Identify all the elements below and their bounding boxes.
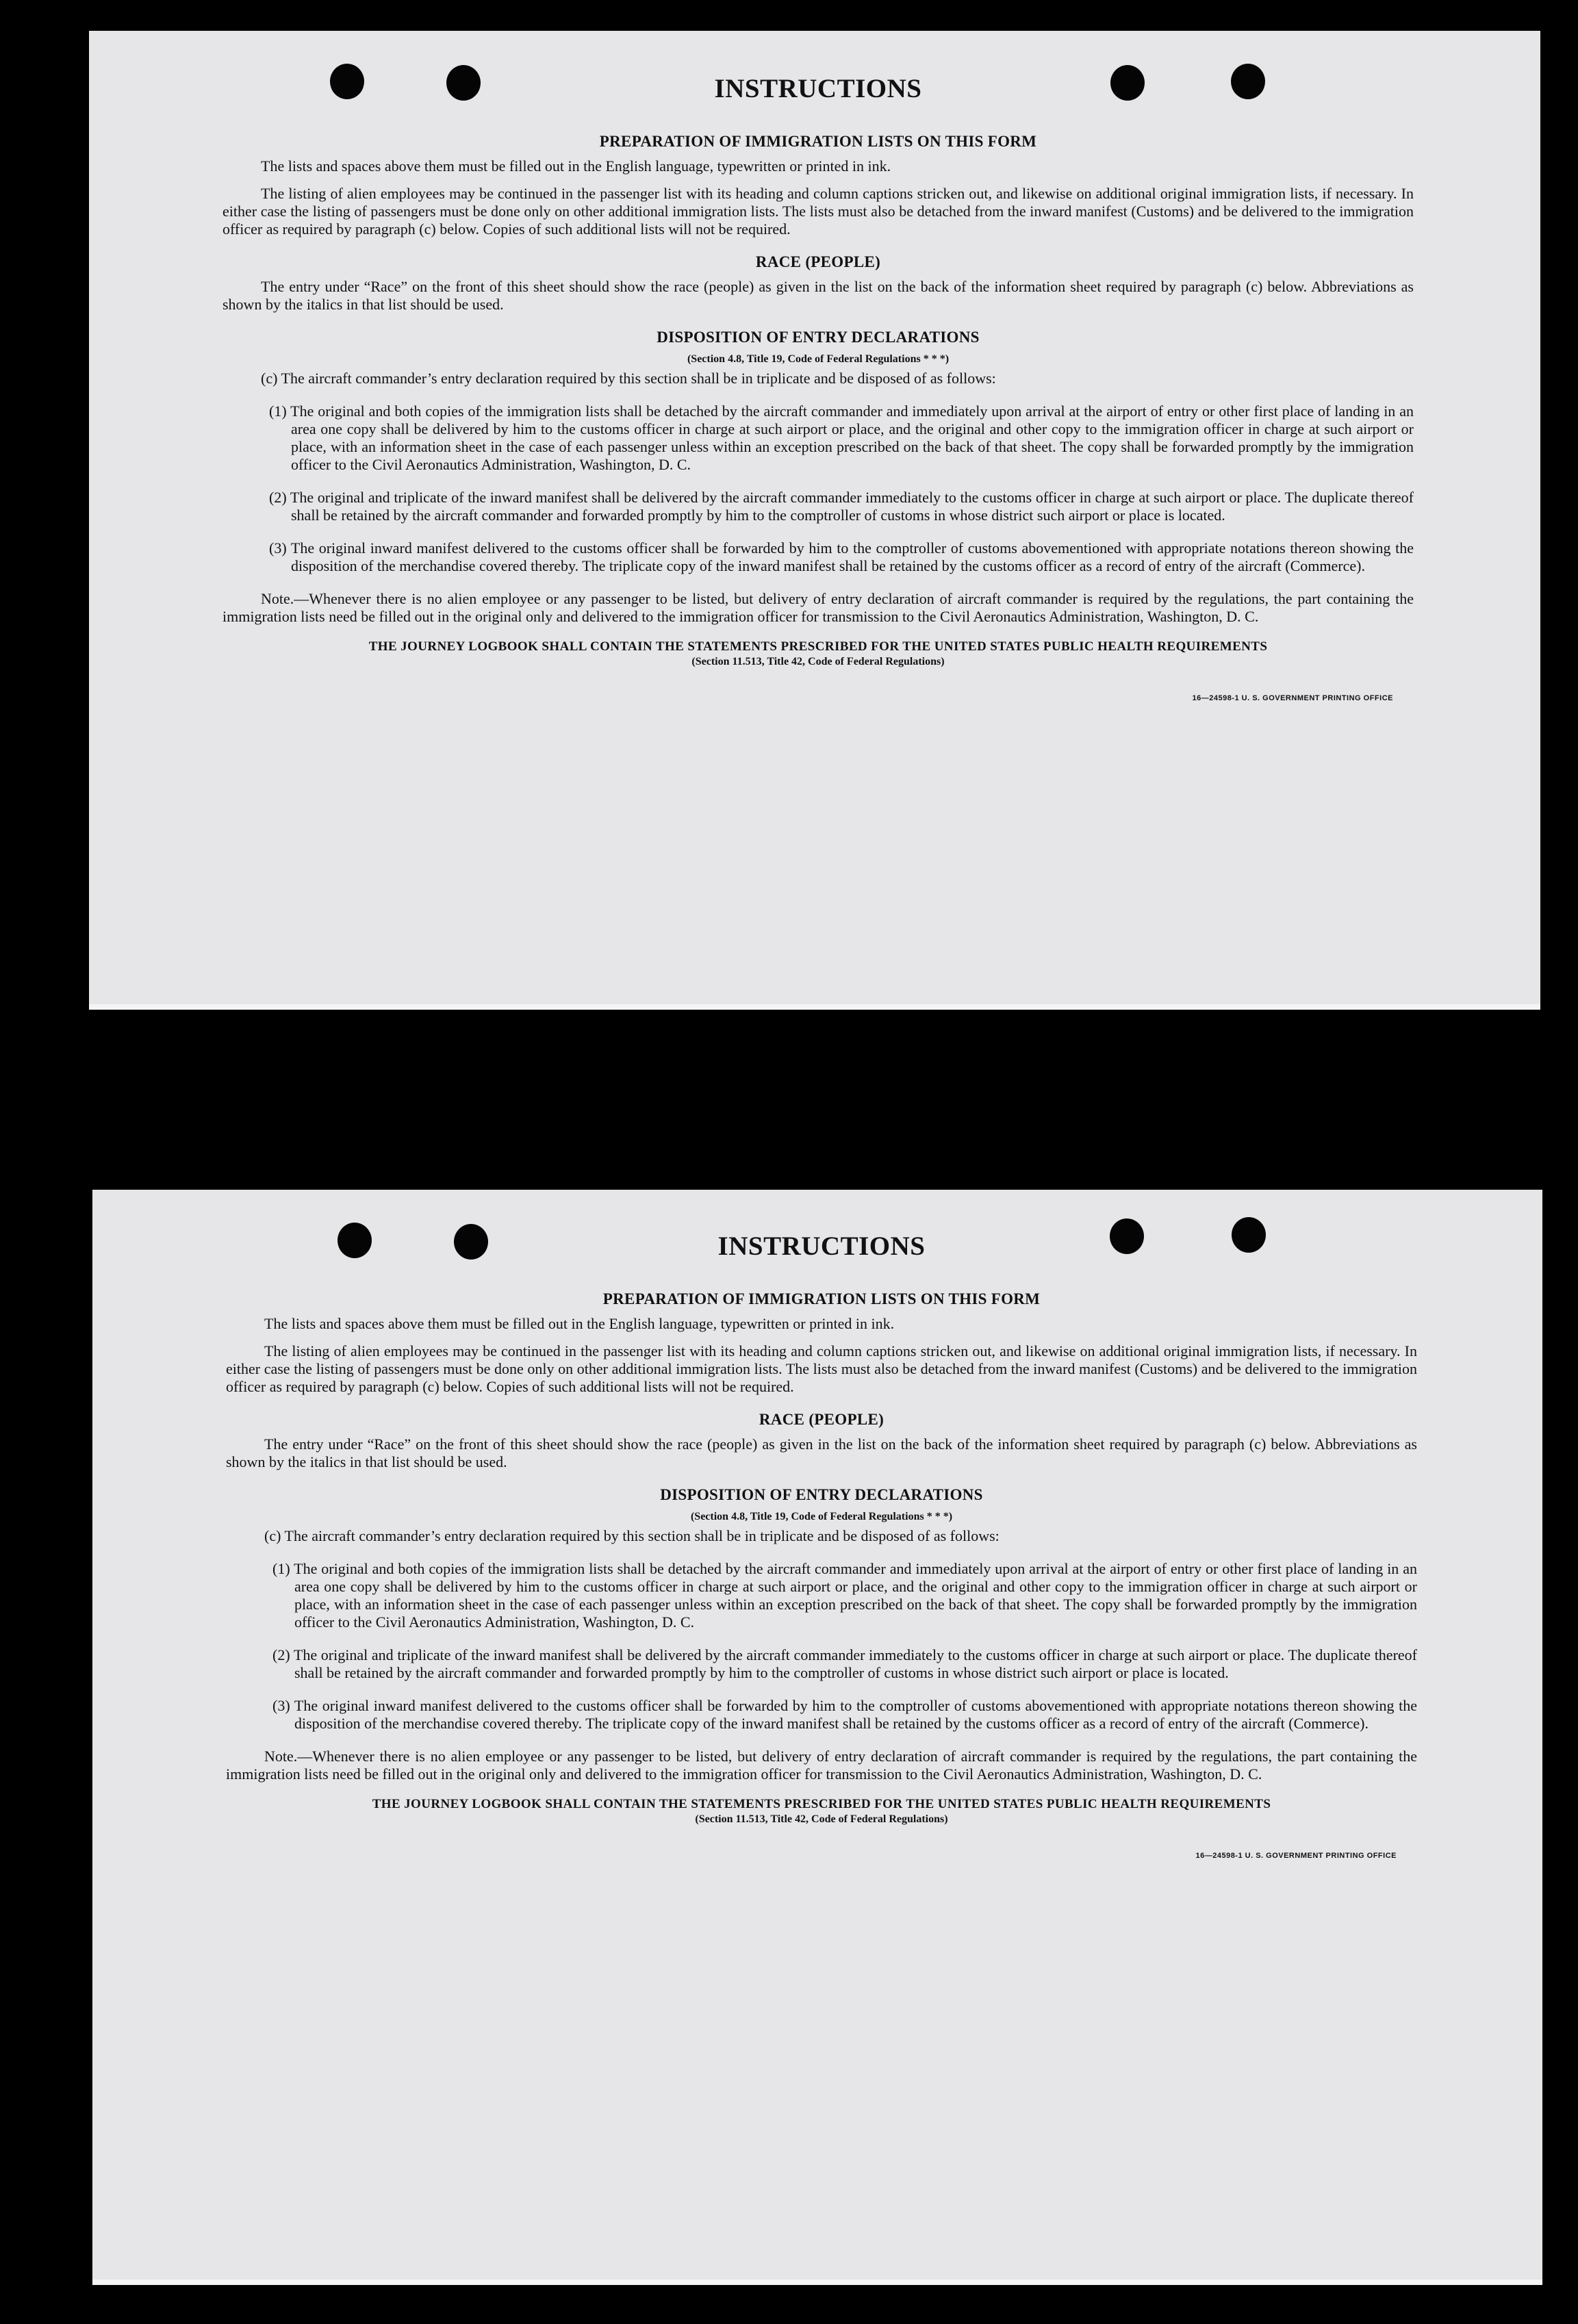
section-heading-race: RACE (PEOPLE) (755, 253, 881, 270)
document-sheet-1 (89, 31, 1540, 1010)
list-item-1: (1) The original and both copies of the immigration lists shall be detached by the aircraft commander and immediately upon arrival at the airport of entry or other first place of landing in an area one copy shall be delivered by him to the customs officer in charge at such airport or place, and the original and other copy to the immigration officer in charge at such airport or place, with an information sheet in the case of each passenger unless within an exception prescribed on the back of that sheet. The copy shall be forwarded promptly by the immigration officer to the Civil Aeronautics Administration, Washington, D. C. (272, 1560, 1417, 1631)
section-heading-race: RACE (PEOPLE) (759, 1411, 885, 1428)
disposition-citation: (Section 4.8, Title 19, Code of Federal Regulations * * *) (690, 1511, 953, 1522)
paragraph-prep-2: The listing of alien employees may be continued in the passenger list with its heading and column captions stricken out, and likewise on additional original immigration lists, if necessary. In either case the listing of passengers must be done only on other additional immigration lists. The lists must also be detached from the inward manifest (Customs) and be delivered to the immigration officer as required by paragraph (c) below. Copies of such additional lists will not be required. (226, 1342, 1417, 1395)
section-heading-disposition: DISPOSITION OF ENTRY DECLARATIONS (660, 1486, 983, 1503)
logbook-citation: (Section 11.513, Title 42, Code of Federal Regulations) (695, 1813, 948, 1825)
section-heading-disposition: DISPOSITION OF ENTRY DECLARATIONS (657, 329, 980, 346)
logbook-statement: THE JOURNEY LOGBOOK SHALL CONTAIN THE STATEMENTS PRESCRIBED FOR THE UNITED STATES PUBLIC HEALTH REQUIREMENTS (372, 1797, 1271, 1811)
list-item-1: (1) The original and both copies of the immigration lists shall be detached by the aircraft commander and immediately upon arrival at the airport of entry or other first place of landing in an area one copy shall be delivered by him to the customs officer in charge at such airport or place, and the original and other copy to the immigration officer in charge at such airport or place, with an information sheet in the case of each passenger unless within an exception prescribed on the back of that sheet. The copy shall be forwarded promptly by the immigration officer to the Civil Aeronautics Administration, Washington, D. C. (269, 403, 1414, 473)
paragraph-race: The entry under “Race” on the front of this sheet should show the race (people) as given in the list on the back of the information sheet required by paragraph (c) below. Abbreviations as shown by the italics in that list should be used. (222, 278, 1414, 313)
printer-imprint: 16—24598-1 U. S. GOVERNMENT PRINTING OFFICE (1192, 694, 1393, 702)
note-paragraph: Note.—Whenever there is no alien employee or any passenger to be listed, but delivery of entry declaration of aircraft commander is required by the regulations, the part containing the immigration lists need be filled out in the original only and delivered to the immigration officer for transmission to the Civil Aeronautics Administration, Washington, D. C. (226, 1748, 1417, 1783)
instructions-body (226, 1231, 1417, 1860)
paragraph-prep-1: The lists and spaces above them must be filled out in the English language, typewritten or printed in ink. (264, 1315, 895, 1332)
list-item-2: (2) The original and triplicate of the inward manifest shall be delivered by the aircraft commander immediately to the customs officer in charge at such airport or place. The duplicate thereof shall be retained by the aircraft commander and forwarded promptly by him to the comptroller of customs in whose district such airport or place is located. (272, 1646, 1417, 1681)
paragraph-disposition-intro: (c) The aircraft commander’s entry declaration required by this section shall be in triplicate and be disposed of as follows: (264, 1527, 1000, 1544)
list-item-2: (2) The original and triplicate of the inward manifest shall be delivered by the aircraft commander immediately to the customs officer in charge at such airport or place. The duplicate thereof shall be retained by the aircraft commander and forwarded promptly by him to the comptroller of customs in whose district such airport or place is located. (269, 489, 1414, 524)
paragraph-race: The entry under “Race” on the front of this sheet should show the race (people) as given in the list on the back of the information sheet required by paragraph (c) below. Abbreviations as shown by the italics in that list should be used. (226, 1435, 1417, 1470)
paragraph-disposition-intro: (c) The aircraft commander’s entry declaration required by this section shall be in triplicate and be disposed of as follows: (261, 370, 996, 387)
paragraph-prep-1: The lists and spaces above them must be filled out in the English language, typewritten or printed in ink. (261, 157, 891, 175)
document-sheet-2 (92, 1190, 1542, 2285)
logbook-citation: (Section 11.513, Title 42, Code of Federal Regulations) (691, 656, 945, 667)
disposition-citation: (Section 4.8, Title 19, Code of Federal Regulations * * *) (687, 353, 950, 365)
page-title: INSTRUCTIONS (717, 1231, 926, 1261)
section-heading-preparation: PREPARATION OF IMMIGRATION LISTS ON THIS FORM (602, 1290, 1041, 1307)
instructions-body (222, 73, 1414, 702)
list-item-3: (3) The original inward manifest delivered to the customs officer shall be forwarded by him to the comptroller of customs abovementioned with appropriate notations thereon showing the disposition of the merchandise covered thereby. The triplicate copy of the inward manifest shall be retained by the customs officer as a record of entry of the aircraft (Commerce). (269, 539, 1414, 574)
sheet-edge (92, 2280, 1542, 2285)
list-item-3: (3) The original inward manifest delivered to the customs officer shall be forwarded by him to the comptroller of customs abovementioned with appropriate notations thereon showing the disposition of the merchandise covered thereby. The triplicate copy of the inward manifest shall be retained by the customs officer as a record of entry of the aircraft (Commerce). (272, 1697, 1417, 1732)
paragraph-prep-2: The listing of alien employees may be continued in the passenger list with its heading and column captions stricken out, and likewise on additional original immigration lists, if necessary. In either case the listing of passengers must be done only on other additional immigration lists. The lists must also be detached from the inward manifest (Customs) and be delivered to the immigration officer as required by paragraph (c) below. Copies of such additional lists will not be required. (222, 185, 1414, 238)
page-title: INSTRUCTIONS (714, 74, 922, 103)
sheet-edge (89, 1004, 1540, 1010)
note-paragraph: Note.—Whenever there is no alien employee or any passenger to be listed, but delivery of entry declaration of aircraft commander is required by the regulations, the part containing the immigration lists need be filled out in the original only and delivered to the immigration officer for transmission to the Civil Aeronautics Administration, Washington, D. C. (222, 590, 1414, 625)
logbook-statement: THE JOURNEY LOGBOOK SHALL CONTAIN THE STATEMENTS PRESCRIBED FOR THE UNITED STATES PUBLIC HEALTH REQUIREMENTS (368, 639, 1268, 654)
section-heading-preparation: PREPARATION OF IMMIGRATION LISTS ON THIS FORM (599, 133, 1037, 150)
printer-imprint: 16—24598-1 U. S. GOVERNMENT PRINTING OFFICE (1195, 1852, 1397, 1860)
